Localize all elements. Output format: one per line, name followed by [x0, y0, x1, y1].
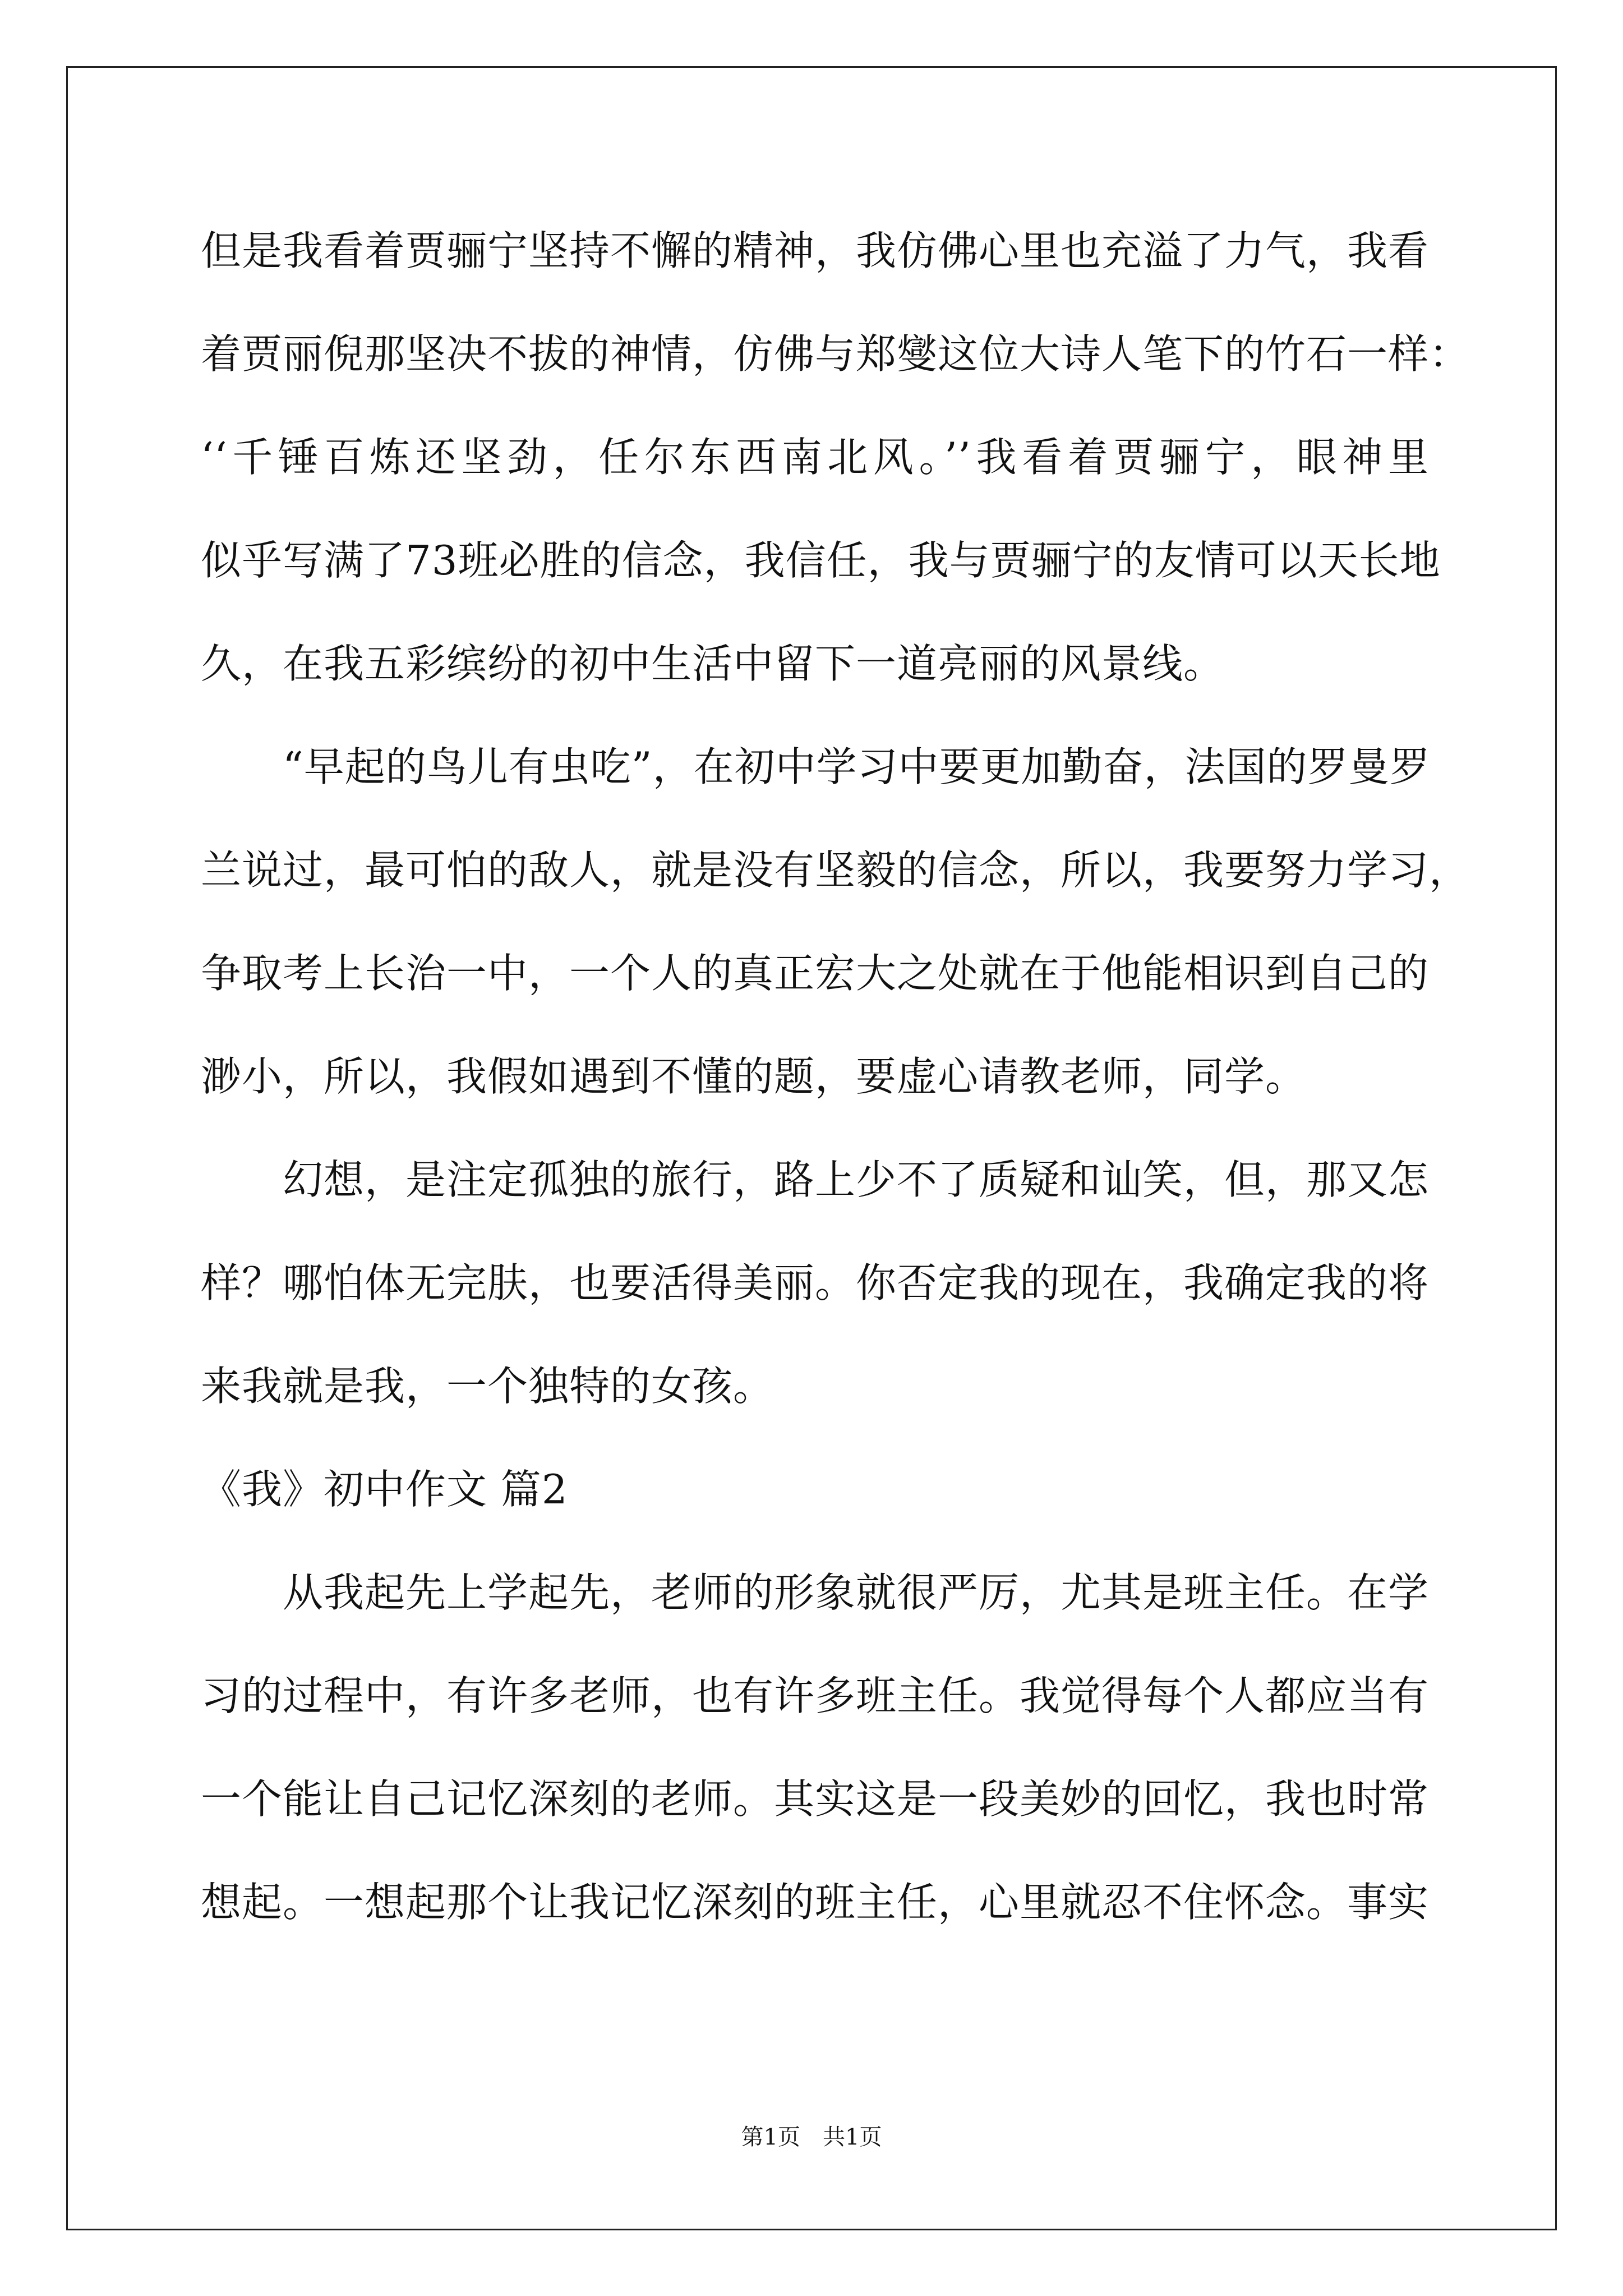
text-line: 争取考上长治一中，一个人的真正宏大之处就在于他能相识到自己的	[201, 950, 1430, 997]
text-line: 从我起先上学起先，老师的形象就很严厉，尤其是班主任。在学	[201, 1569, 1430, 1616]
text-line: 想起。一想起那个让我记忆深刻的班主任，心里就忍不住怀念。事实	[201, 1879, 1430, 1926]
text-line: 兰说过，最可怕的敌人，就是没有坚毅的信念，所以，我要努力学习，	[201, 846, 1470, 894]
text-line: 习的过程中，有许多老师，也有许多班主任。我觉得每个人都应当有	[201, 1672, 1430, 1719]
text-line: 着贾丽倪那坚决不拔的神情，仿佛与郑燮这位大诗人笔下的竹石一样：	[201, 330, 1470, 378]
text-line: 样？哪怕体无完肤，也要活得美丽。你否定我的现在，我确定我的将	[201, 1259, 1430, 1306]
text-line: 渺小，所以，我假如遇到不懂的题，要虚心请教老师，同学。	[201, 1053, 1307, 1100]
text-line: 来我就是我，一个独特的女孩。	[201, 1363, 774, 1410]
text-line: 似乎写满了73班必胜的信念，我信任，我与贾骊宁的友情可以天长地	[201, 537, 1441, 584]
text-line: “早起的鸟儿有虫吃”，在初中学习中要更加勤奋，法国的罗曼罗	[201, 743, 1431, 790]
text-line: 一个能让自己记忆深刻的老师。其实这是一段美妙的回忆，我也时常	[201, 1775, 1430, 1823]
document-body	[201, 199, 1470, 1954]
text-line: 幻想，是注定孤独的旅行，路上少不了质疑和讪笑，但，那又怎	[201, 1156, 1430, 1203]
text-line: 久，在我五彩缤纷的初中生活中留下一道亮丽的风景线。	[201, 640, 1225, 687]
page-footer: 第1页 共1页	[741, 2124, 882, 2150]
section-heading: 《我》初中作文 篇2	[201, 1466, 568, 1513]
text-line: 但是我看着贾骊宁坚持不懈的精神，我仿佛心里也充溢了力气，我看	[201, 227, 1430, 274]
text-line: ‘‘千锤百炼还坚劲，任尔东西南北风。’’我看着贾骊宁，眼神里	[201, 434, 1429, 481]
